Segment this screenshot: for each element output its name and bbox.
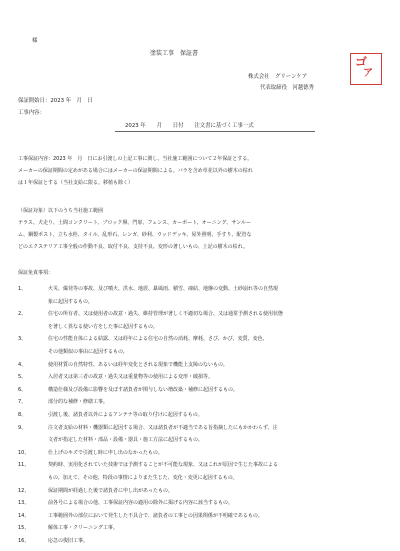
scope-line-1: テラス、犬走り、土間コンクリート、ブロック塀、門扉、フェンス、カーポート、オーニング、サンルー [18, 220, 251, 226]
exclusion-item-text: 保証期間が経過した後で諸負者に申し出があったもの。 [48, 487, 173, 494]
guarantee-start-date: 保証開始日：2023 年 月 日 [18, 98, 93, 104]
exclusion-item-number: 5、 [18, 374, 27, 381]
exclusion-item-text: 前各号による場合の他、工事保証内容の適用の除外に掲げる内容に該当するもの。 [48, 500, 233, 507]
exclusion-item-number: 12、 [18, 487, 30, 494]
scope-line-2: ム、鋼製ポスト、立ち水栓、タイル、乱形石、レンガ、砂利、ウッドデッキ、屋外照明、手すり、配管な [18, 232, 252, 238]
exclusion-item-text: 仕上げのキズで引渡し時に申し出のなかったもの。 [48, 449, 163, 456]
intro-line-1: 工事保証内容：2023 年 月 日にお引渡しの上記工事に関し、当社施工範囲について２年保証とする。 [18, 156, 253, 162]
exclusion-item-text: 火災、爆発等の事故、及び噴火、洪水、地震、暴風雨、積雪、凍結、地盤の変動、土砂崩れ等の自然現 [48, 286, 279, 292]
exclusion-item-text: 部分的な補修・修繕工事。 [48, 399, 109, 406]
exclusion-item-number: 1、 [18, 286, 27, 292]
exclusion-heading: 保証免責事項： [18, 270, 54, 276]
company-name: 株式会社 グリーンケア [248, 74, 308, 80]
representative-name: 代表取締役 河越德秀 [260, 85, 314, 91]
exclusion-item-number: 4、 [18, 361, 27, 368]
work-description-underline [115, 131, 315, 132]
exclusion-item-number: 9、 [18, 424, 27, 431]
exclusion-item-text: その他類似の事由に起因するもの。 [48, 349, 128, 355]
seal-char-2: ア [363, 68, 373, 79]
exclusion-item-text: 契約時、実用化されていた技術では予測することが不可能な現象、又はこれが原因で生じた事故による [48, 462, 279, 469]
company-seal-icon [350, 53, 382, 85]
exclusion-item-number: 6、 [18, 386, 27, 393]
work-description-line: 2023 年 月 日付 注文書に基づく工事一式 [125, 123, 254, 129]
exclusion-item-text: 引渡し後、諸負者以外によるアンテナ等の取り付けに起因するもの。 [48, 412, 203, 418]
seal-char-1: ゴ [355, 55, 368, 69]
scope-heading: （保証対象）以下のうち当社施工範囲 [18, 208, 104, 214]
scope-line-3: どのエクステリア工事全般の作動不良、取付不良、支持不良、変形の著しいもの、上記の樹木の枯れ。 [18, 244, 248, 250]
exclusion-item-number: 14、 [18, 512, 30, 519]
exclusion-item-number: 2、 [18, 311, 27, 318]
exclusion-item-text: 住宅の所有者、又は使用者の故意・過失、維持管理が著しく不適切な場合、又は通常予測される使用状態 [48, 311, 284, 318]
exclusion-item-number: 15、 [18, 525, 30, 532]
exclusion-item-text: 応急の復旧工事。 [48, 538, 89, 544]
exclusion-item-text: 構造仕様及び設備に影響を及ぼす諸負者が関与しない増改築・補修に起因するもの。 [48, 386, 238, 393]
recipient-suffix: 様 [32, 38, 38, 44]
exclusion-item-number: 16、 [18, 538, 30, 544]
exclusion-item-number: 13、 [18, 500, 30, 507]
document-title: 塗装工事 保証書 [150, 50, 199, 57]
exclusion-item-text: 注文者支給の材料・機器類に起因する場合、又は諸負者が不適当である旨指摘したにもかかわらず、注 [48, 424, 278, 431]
exclusion-item-text: 文者が指定した材料・部品・設備・器具・施工方法に起因するもの。 [48, 437, 203, 444]
exclusion-item-text: を著しく異なる使い方をした事に起因するもの。 [48, 323, 158, 330]
work-content-label: 工事内容： [18, 110, 45, 116]
exclusion-item-number: 7、 [18, 399, 27, 406]
intro-line-3: は１年保証とする（当社支給に限る。移植も除く） [18, 180, 134, 186]
exclusion-item-number: 3、 [18, 336, 27, 343]
exclusion-item-text: 解体工事・クリーニング工事。 [48, 525, 118, 532]
exclusion-item-text: 住宅の性能自体による結露、又は経年による住宅の自然の消耗、摩耗、さび、かび、変質、変色、 [48, 336, 268, 343]
exclusion-item-text: 入居者又は第三者の故意・過失又は重量物等の使用による変形・破損等。 [48, 374, 214, 381]
exclusion-item-number: 10、 [18, 449, 30, 456]
intro-line-2: メーカーの保証期間の定めがある場合にはメーカーの保証期間による。バラを含め草花以外の樹木の枯れ [18, 168, 253, 174]
exclusion-item-text: もの。加えて、その他、特段の事情によりまた生じた、変化・変更に起因するもの。 [48, 475, 238, 481]
exclusion-item-number: 11、 [18, 462, 30, 469]
exclusion-item-text: 象に起因するもの。 [48, 298, 93, 305]
exclusion-item-text: 使用材質の自然特性、あるいは経年変化とされる現象で機能上支障のないもの。 [48, 361, 228, 368]
exclusion-item-text: 工事範囲外の部位において発生した不具合で、諸負者の工事との因果関係が不明確であるもの。 [48, 512, 263, 519]
exclusion-item-number: 8、 [18, 412, 27, 418]
